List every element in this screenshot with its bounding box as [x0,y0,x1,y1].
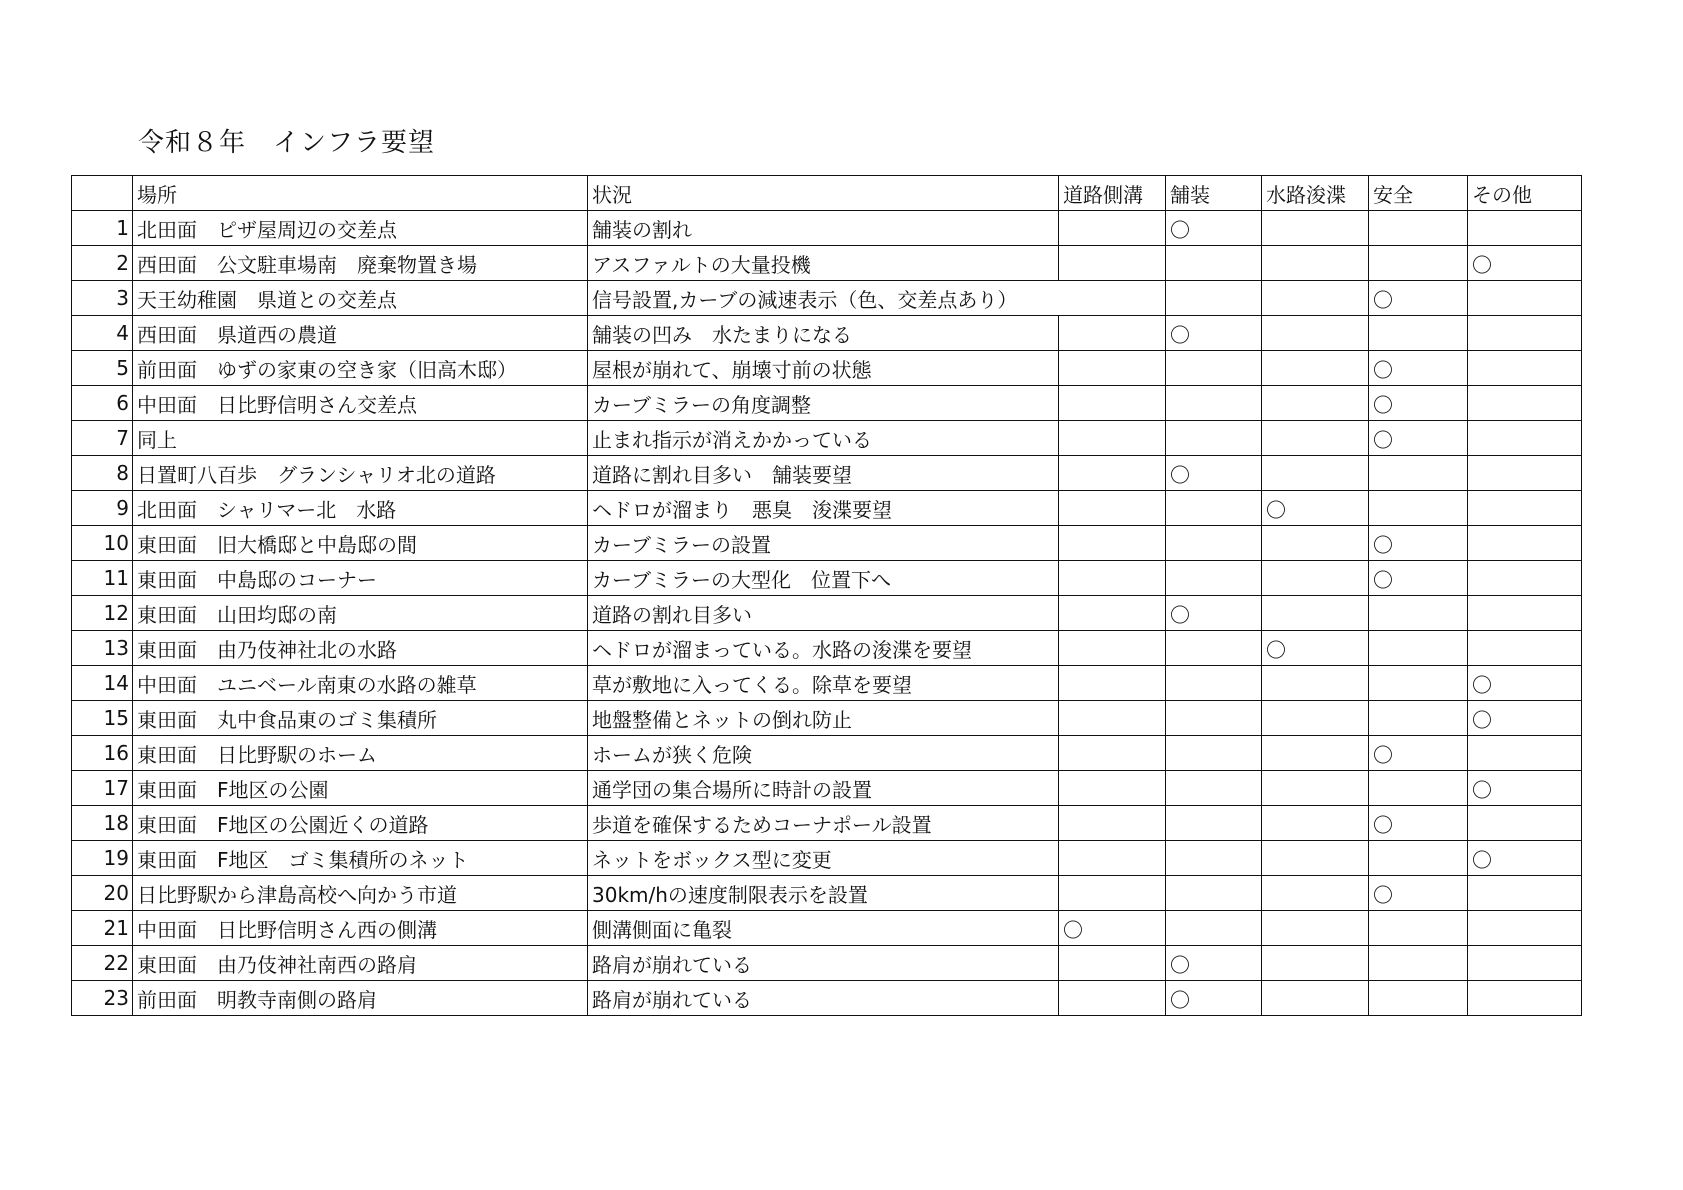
mark-cell-road-gutter [1059,386,1166,421]
mark-cell-other [1468,316,1582,351]
mark-cell-other: 〇 [1468,771,1582,806]
mark-cell-road-gutter [1059,246,1166,281]
mark-cell-waterway-dredging [1262,561,1369,596]
mark-cell-safety [1369,456,1468,491]
table-row [72,736,1582,771]
row-number: 3 [72,281,133,316]
row-number: 22 [72,946,133,981]
mark-cell-other [1468,631,1582,666]
mark-cell-waterway-dredging [1262,876,1369,911]
mark-cell-road-gutter [1059,596,1166,631]
situation-cell: 道路の割れ目多い [588,596,1059,631]
mark-cell-paving [1166,666,1262,701]
mark-cell-other: 〇 [1468,841,1582,876]
mark-cell-road-gutter [1059,806,1166,841]
mark-cell-road-gutter [1059,841,1166,876]
header-location: 場所 [133,176,588,211]
table-row [72,211,1582,246]
mark-cell-road-gutter [1059,491,1166,526]
mark-cell-safety: 〇 [1369,351,1468,386]
mark-cell-safety [1369,211,1468,246]
row-number: 2 [72,246,133,281]
mark-cell-other [1468,386,1582,421]
table-header-row [72,176,1582,211]
mark-cell-waterway-dredging [1262,316,1369,351]
situation-cell: 信号設置,カーブの減速表示（色、交差点あり） [588,281,1166,316]
row-number: 1 [72,211,133,246]
mark-cell-waterway-dredging [1262,841,1369,876]
row-number: 12 [72,596,133,631]
situation-cell: 止まれ指示が消えかかっている [588,421,1059,456]
location-cell: 東田面 由乃伎神社北の水路 [133,631,588,666]
mark-cell-paving: 〇 [1166,211,1262,246]
table-row [72,666,1582,701]
header-road-gutter: 道路側溝 [1059,176,1166,211]
mark-cell-other [1468,981,1582,1016]
mark-cell-paving [1166,911,1262,946]
location-cell: 東田面 山田均邸の南 [133,596,588,631]
table-row [72,456,1582,491]
mark-cell-paving: 〇 [1166,596,1262,631]
row-number: 6 [72,386,133,421]
mark-cell-safety: 〇 [1369,736,1468,771]
mark-cell-road-gutter [1059,631,1166,666]
mark-cell-waterway-dredging [1262,421,1369,456]
location-cell: 東田面 日比野駅のホーム [133,736,588,771]
row-number: 21 [72,911,133,946]
mark-cell-paving [1166,526,1262,561]
table-row [72,806,1582,841]
mark-cell-paving [1166,281,1262,316]
table-row [72,631,1582,666]
situation-cell: アスファルトの大量投機 [588,246,1059,281]
mark-cell-paving [1166,421,1262,456]
mark-cell-safety [1369,981,1468,1016]
row-number: 15 [72,701,133,736]
mark-cell-other [1468,876,1582,911]
mark-cell-safety [1369,246,1468,281]
situation-cell: 舗装の凹み 水たまりになる [588,316,1059,351]
mark-cell-road-gutter [1059,666,1166,701]
situation-cell: ホームが狭く危険 [588,736,1059,771]
location-cell: 日比野駅から津島高校へ向かう市道 [133,876,588,911]
mark-cell-other [1468,736,1582,771]
situation-cell: 草が敷地に入ってくる。除草を要望 [588,666,1059,701]
table-row [72,316,1582,351]
header-safety: 安全 [1369,176,1468,211]
location-cell: 西田面 県道西の農道 [133,316,588,351]
table-row [72,771,1582,806]
mark-cell-other [1468,526,1582,561]
situation-cell: 通学団の集合場所に時計の設置 [588,771,1059,806]
situation-cell: ネットをボックス型に変更 [588,841,1059,876]
mark-cell-safety [1369,316,1468,351]
mark-cell-waterway-dredging [1262,946,1369,981]
mark-cell-paving [1166,736,1262,771]
mark-cell-safety [1369,666,1468,701]
situation-cell: 路肩が崩れている [588,946,1059,981]
mark-cell-paving [1166,771,1262,806]
table-row [72,281,1582,316]
table-row [72,911,1582,946]
situation-cell: 舗装の割れ [588,211,1059,246]
situation-cell: 30km/hの速度制限表示を設置 [588,876,1059,911]
row-number: 11 [72,561,133,596]
header-situation: 状況 [588,176,1059,211]
table-row [72,526,1582,561]
mark-cell-road-gutter [1059,421,1166,456]
mark-cell-other: 〇 [1468,701,1582,736]
mark-cell-paving: 〇 [1166,456,1262,491]
mark-cell-safety [1369,911,1468,946]
row-number: 7 [72,421,133,456]
situation-cell: 地盤整備とネットの倒れ防止 [588,701,1059,736]
mark-cell-safety [1369,701,1468,736]
situation-cell: 側溝側面に亀裂 [588,911,1059,946]
mark-cell-other [1468,946,1582,981]
mark-cell-safety: 〇 [1369,386,1468,421]
situation-cell: カーブミラーの設置 [588,526,1059,561]
location-cell: 前田面 明教寺南側の路肩 [133,981,588,1016]
mark-cell-road-gutter: 〇 [1059,911,1166,946]
row-number: 9 [72,491,133,526]
location-cell: 東田面 旧大橋邸と中島邸の間 [133,526,588,561]
location-cell: 東田面 F地区の公園 [133,771,588,806]
row-number: 20 [72,876,133,911]
row-number: 8 [72,456,133,491]
infrastructure-request-table [71,175,1582,1016]
situation-cell: 道路に割れ目多い 舗装要望 [588,456,1059,491]
mark-cell-paving [1166,701,1262,736]
mark-cell-paving [1166,386,1262,421]
mark-cell-waterway-dredging [1262,981,1369,1016]
mark-cell-waterway-dredging [1262,211,1369,246]
mark-cell-paving [1166,561,1262,596]
mark-cell-other [1468,561,1582,596]
row-number: 17 [72,771,133,806]
mark-cell-other [1468,456,1582,491]
mark-cell-paving [1166,351,1262,386]
mark-cell-road-gutter [1059,561,1166,596]
mark-cell-road-gutter [1059,876,1166,911]
mark-cell-paving [1166,876,1262,911]
mark-cell-other [1468,491,1582,526]
mark-cell-paving [1166,841,1262,876]
mark-cell-waterway-dredging [1262,246,1369,281]
situation-cell: 屋根が崩れて、崩壊寸前の状態 [588,351,1059,386]
mark-cell-waterway-dredging [1262,771,1369,806]
mark-cell-safety [1369,771,1468,806]
table-row [72,386,1582,421]
location-cell: 西田面 公文駐車場南 廃棄物置き場 [133,246,588,281]
row-number: 13 [72,631,133,666]
row-number: 16 [72,736,133,771]
table-row [72,421,1582,456]
table-row [72,351,1582,386]
mark-cell-road-gutter [1059,456,1166,491]
location-cell: 中田面 ユニベール南東の水路の雑草 [133,666,588,701]
mark-cell-waterway-dredging [1262,701,1369,736]
situation-cell: ヘドロが溜まっている。水路の浚渫を要望 [588,631,1059,666]
mark-cell-safety: 〇 [1369,421,1468,456]
mark-cell-safety: 〇 [1369,526,1468,561]
row-number: 4 [72,316,133,351]
mark-cell-other [1468,806,1582,841]
location-cell: 東田面 中島邸のコーナー [133,561,588,596]
mark-cell-safety [1369,491,1468,526]
mark-cell-waterway-dredging [1262,666,1369,701]
row-number: 18 [72,806,133,841]
table-row [72,701,1582,736]
mark-cell-waterway-dredging [1262,351,1369,386]
mark-cell-other [1468,211,1582,246]
table-row [72,561,1582,596]
row-number: 5 [72,351,133,386]
situation-cell: ヘドロが溜まり 悪臭 浚渫要望 [588,491,1059,526]
mark-cell-waterway-dredging: 〇 [1262,631,1369,666]
mark-cell-safety: 〇 [1369,561,1468,596]
table-row [72,246,1582,281]
table-row [72,946,1582,981]
location-cell: 同上 [133,421,588,456]
location-cell: 中田面 日比野信明さん西の側溝 [133,911,588,946]
mark-cell-other [1468,351,1582,386]
header-no [72,176,133,211]
mark-cell-safety [1369,946,1468,981]
location-cell: 北田面 ピザ屋周辺の交差点 [133,211,588,246]
table-row [72,981,1582,1016]
location-cell: 東田面 F地区 ゴミ集積所のネット [133,841,588,876]
location-cell: 東田面 由乃伎神社南西の路肩 [133,946,588,981]
mark-cell-safety: 〇 [1369,806,1468,841]
situation-cell: 路肩が崩れている [588,981,1059,1016]
mark-cell-other [1468,281,1582,316]
header-waterway-dredging: 水路浚渫 [1262,176,1369,211]
mark-cell-waterway-dredging [1262,806,1369,841]
document-title: 令和８年 インフラ要望 [138,128,436,158]
table-row [72,596,1582,631]
mark-cell-waterway-dredging [1262,596,1369,631]
mark-cell-other [1468,421,1582,456]
situation-cell: カーブミラーの大型化 位置下へ [588,561,1059,596]
mark-cell-road-gutter [1059,771,1166,806]
mark-cell-safety [1369,841,1468,876]
mark-cell-road-gutter [1059,526,1166,561]
mark-cell-paving: 〇 [1166,316,1262,351]
mark-cell-safety: 〇 [1369,876,1468,911]
table-row [72,876,1582,911]
mark-cell-other: 〇 [1468,246,1582,281]
mark-cell-waterway-dredging [1262,281,1369,316]
mark-cell-safety: 〇 [1369,281,1468,316]
location-cell: 前田面 ゆずの家東の空き家（旧高木邸） [133,351,588,386]
mark-cell-paving: 〇 [1166,981,1262,1016]
mark-cell-waterway-dredging [1262,526,1369,561]
location-cell: 東田面 丸中食品東のゴミ集積所 [133,701,588,736]
location-cell: 中田面 日比野信明さん交差点 [133,386,588,421]
mark-cell-paving [1166,491,1262,526]
table-row [72,491,1582,526]
mark-cell-other [1468,596,1582,631]
mark-cell-safety [1369,596,1468,631]
situation-cell: カーブミラーの角度調整 [588,386,1059,421]
row-number: 10 [72,526,133,561]
table-body [72,211,1582,1016]
mark-cell-road-gutter [1059,981,1166,1016]
mark-cell-paving [1166,631,1262,666]
mark-cell-paving [1166,806,1262,841]
mark-cell-road-gutter [1059,946,1166,981]
location-cell: 北田面 シャリマー北 水路 [133,491,588,526]
situation-cell: 歩道を確保するためコーナポール設置 [588,806,1059,841]
mark-cell-paving [1166,246,1262,281]
mark-cell-waterway-dredging [1262,456,1369,491]
mark-cell-safety [1369,631,1468,666]
mark-cell-road-gutter [1059,736,1166,771]
mark-cell-waterway-dredging [1262,736,1369,771]
location-cell: 日置町八百歩 グランシャリオ北の道路 [133,456,588,491]
row-number: 19 [72,841,133,876]
mark-cell-road-gutter [1059,701,1166,736]
mark-cell-waterway-dredging [1262,386,1369,421]
mark-cell-other: 〇 [1468,666,1582,701]
mark-cell-waterway-dredging: 〇 [1262,491,1369,526]
mark-cell-waterway-dredging [1262,911,1369,946]
mark-cell-other [1468,911,1582,946]
mark-cell-road-gutter [1059,351,1166,386]
row-number: 23 [72,981,133,1016]
header-paving: 舗装 [1166,176,1262,211]
header-other: その他 [1468,176,1582,211]
table-row [72,841,1582,876]
location-cell: 天王幼稚園 県道との交差点 [133,281,588,316]
mark-cell-road-gutter [1059,211,1166,246]
location-cell: 東田面 F地区の公園近くの道路 [133,806,588,841]
row-number: 14 [72,666,133,701]
mark-cell-paving: 〇 [1166,946,1262,981]
mark-cell-road-gutter [1059,316,1166,351]
